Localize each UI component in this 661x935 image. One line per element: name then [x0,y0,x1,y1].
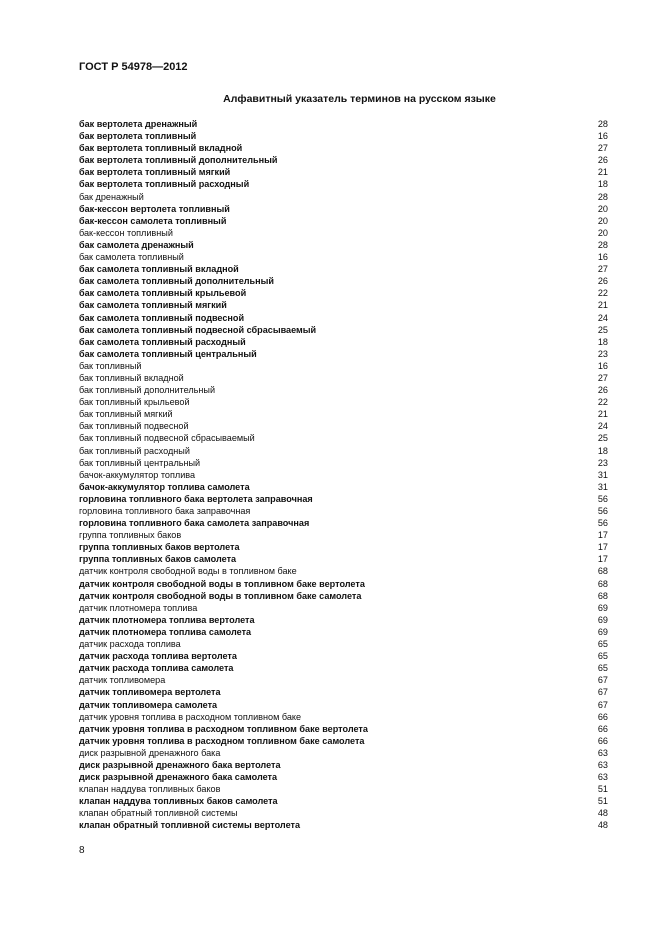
index-entry-term: бак-кессон самолета топливный [79,215,227,226]
index-entry-term: бак топливный подвесной сбрасываемый [79,433,255,444]
index-entry-term: бак-кессон вертолета топливный [79,203,230,214]
page-number: 8 [79,845,85,856]
index-entry-term: датчик расхода топлива [79,639,181,650]
index-entry-term: горловина топливного бака заправочная [79,506,251,516]
index-entry-page: 63 [597,772,608,783]
index-entry [79,178,608,190]
index-entry-page: 18 [597,179,608,190]
index-entry [79,493,608,505]
index-entry [79,662,608,674]
index-entry-page: 51 [597,796,608,807]
index-entry-page: 67 [597,699,608,710]
index-entry [79,203,608,215]
index-entry-term: бак самолета топливный [79,252,184,263]
index-entry-page: 48 [597,820,608,831]
index-entry [79,614,608,626]
index-entry-page: 17 [597,530,608,541]
index-entry-term: датчик топливомера вертолета [79,687,221,698]
index-entry-term: бак топливный подвесной [79,421,189,432]
index-entry-term: бак топливный центральный [79,457,201,468]
index-entry-term: бак вертолета топливный мягкий [79,167,231,178]
index-entry [79,287,608,299]
index-entry [79,819,608,831]
index-entry [79,118,608,130]
index-entries [79,118,608,832]
index-entry [79,142,608,154]
index-entry [79,747,608,759]
index-entry [79,711,608,723]
index-entry [79,396,608,408]
index-entry-term: бак самолета топливный подвесной [79,312,245,323]
index-entry-page: 31 [597,481,608,492]
index-entry-term: клапан обратный топливной системы [79,808,238,819]
index-entry-page: 63 [597,759,608,770]
index-entry-term: горловина топливного бака самолета заправочная [79,518,310,529]
index-entry [79,626,608,638]
index-entry-page: 65 [597,651,608,662]
index-entry-term: группа топливных баков вертолета [79,542,240,553]
index-entry [79,505,608,517]
index-entry-term: клапан наддува топливных баков [79,784,221,795]
index-entry [79,420,608,432]
index-entry [79,578,608,590]
index-entry [79,324,608,336]
index-entry [79,795,608,807]
index-entry-term: бак вертолета топливный расходный [79,179,250,190]
index-entry [79,481,608,493]
index-entry-term: бак вертолета топливный [79,131,197,142]
index-entry-term: датчик плотномера топлива [79,602,198,613]
index-title [0,93,661,105]
index-entry [79,771,608,783]
index-entry-page: 27 [597,264,608,275]
index-entry [79,130,608,142]
index-entry [79,227,608,239]
index-entry [79,251,608,263]
index-entry-page: 28 [597,119,608,129]
index-entry-term: бак вертолета топливный дополнительный [79,155,278,166]
index-entry [79,384,608,396]
index-entry [79,166,608,178]
index-entry-page: 31 [597,469,608,480]
index-entry [79,275,608,287]
index-entry-page: 66 [597,735,608,746]
index-entry-page: 21 [597,409,608,420]
index-entry [79,348,608,360]
index-entry [79,263,608,275]
index-entry-page: 20 [597,215,608,226]
index-entry-term: датчик топливомера самолета [79,699,218,710]
index-entry-page: 22 [597,288,608,299]
index-entry [79,650,608,662]
index-title-text: Алфавитный указатель терминов на русском языке [223,93,496,105]
index-entry-term: датчик топливомера [79,675,166,686]
index-entry-page: 68 [597,590,608,601]
index-entry [79,686,608,698]
index-entry [79,469,608,481]
index-entry-page: 20 [597,227,608,238]
index-entry [79,215,608,227]
index-entry-page: 69 [597,602,608,613]
index-entry [79,191,608,203]
index-entry-term: датчик уровня топлива в расходном топливном баке [79,711,302,722]
index-entry-term: диск разрывной дренажного бака самолета [79,772,278,783]
index-entry [79,312,608,324]
index-entry-page: 23 [597,457,608,468]
index-entry-term: бак самолета топливный центральный [79,348,257,359]
index-entry-page: 16 [597,252,608,263]
index-entry-term: бачок-аккумулятор топлива [79,469,196,480]
index-entry-page: 56 [597,493,608,504]
index-entry [79,565,608,577]
index-entry [79,638,608,650]
index-entry-page: 16 [597,131,608,142]
index-entry-term: датчик уровня топлива в расходном топливном баке вертолета [79,723,368,734]
index-entry-term: бак топливный вкладной [79,372,184,383]
index-entry-term: диск разрывной дренажного бака вертолета [79,759,281,770]
index-entry-term: датчик расхода топлива самолета [79,663,234,674]
index-entry-page: 27 [597,372,608,383]
index-entry-page: 66 [597,711,608,722]
index-entry-page: 28 [597,191,608,202]
index-entry-term: диск разрывной дренажного бака [79,747,221,758]
index-entry-term: бак вертолета дренажный [79,119,198,129]
index-entry-page: 66 [597,723,608,734]
index-entry-term: клапан обратный топливной системы вертолета [79,820,301,831]
index-entry-page: 23 [597,348,608,359]
index-entry-term: горловина топливного бака вертолета заправочная [79,493,313,504]
index-entry [79,529,608,541]
index-entry-term: датчик плотномера топлива самолета [79,626,252,637]
index-entry-term: бак дренажный [79,191,144,202]
index-entry-term: бак вертолета топливный вкладной [79,143,243,154]
index-entry [79,541,608,553]
index-entry-page: 68 [597,578,608,589]
index-entry [79,457,608,469]
index-entry-term: бак самолета топливный дополнительный [79,276,274,287]
index-entry [79,783,608,795]
index-entry-page: 25 [597,324,608,335]
index-entry [79,674,608,686]
index-entry-term: бак самолета топливный мягкий [79,300,227,311]
index-entry [79,336,608,348]
index-entry-page: 67 [597,675,608,686]
index-entry-term: датчик уровня топлива в расходном топливном баке самолета [79,735,365,746]
index-entry-page: 16 [597,360,608,371]
index-entry-page: 24 [597,312,608,323]
index-entry [79,735,608,747]
index-entry-term: бак самолета топливный крыльевой [79,288,247,299]
index-entry [79,154,608,166]
index-entry-page: 56 [597,506,608,516]
index-entry-page: 24 [597,421,608,432]
index-entry [79,372,608,384]
index-entry-page: 51 [597,784,608,795]
index-entry-page: 21 [597,300,608,311]
index-entry-page: 25 [597,433,608,444]
index-entry [79,299,608,311]
index-entry [79,602,608,614]
index-entry-term: датчик контроля свободной воды в топливном баке [79,566,297,577]
index-entry [79,445,608,457]
index-entry-term: бак самолета дренажный [79,239,194,250]
document-code: ГОСТ Р 54978—2012 [79,61,188,73]
index-entry-page: 67 [597,687,608,698]
index-entry-page: 69 [597,626,608,637]
index-entry [79,807,608,819]
index-entry-page: 28 [597,239,608,250]
index-entry-term: бачок-аккумулятор топлива самолета [79,481,250,492]
index-entry [79,360,608,372]
index-entry-page: 26 [597,155,608,166]
index-entry-term: датчик контроля свободной воды в топливном баке самолета [79,590,362,601]
index-entry-page: 48 [597,808,608,819]
index-entry-page: 18 [597,336,608,347]
index-entry-page: 27 [597,143,608,154]
index-entry-page: 21 [597,167,608,178]
index-entry [79,408,608,420]
index-entry-term: датчик плотномера топлива вертолета [79,614,255,625]
index-entry-term: группа топливных баков [79,530,182,541]
index-entry-term: клапан наддува топливных баков самолета [79,796,278,807]
index-entry [79,699,608,711]
index-entry-term: датчик контроля свободной воды в топливном баке вертолета [79,578,365,589]
index-entry-page: 18 [597,445,608,456]
index-entry-page: 20 [597,203,608,214]
index-entry-term: группа топливных баков самолета [79,554,237,565]
index-entry-term: бак топливный дополнительный [79,385,216,396]
index-entry-page: 17 [597,542,608,553]
index-entry-term: бак топливный крыльевой [79,397,190,408]
index-entry [79,239,608,251]
index-entry-term: датчик расхода топлива вертолета [79,651,237,662]
index-entry-page: 26 [597,276,608,287]
index-entry [79,759,608,771]
index-entry-page: 56 [597,518,608,529]
index-entry-page: 22 [597,397,608,408]
index-entry-page: 17 [597,554,608,565]
index-entry-page: 26 [597,385,608,396]
index-entry-page: 69 [597,614,608,625]
index-entry-term: бак-кессон топливный [79,227,173,238]
index-entry [79,723,608,735]
index-entry-term: бак самолета топливный вкладной [79,264,239,275]
index-entry-page: 65 [597,663,608,674]
index-entry [79,553,608,565]
index-entry-term: бак самолета топливный подвесной сбрасываемый [79,324,317,335]
index-entry-term: бак топливный расходный [79,445,190,456]
index-entry-term: бак топливный мягкий [79,409,173,420]
index-entry-page: 63 [597,747,608,758]
index-entry-term: бак топливный [79,360,142,371]
index-entry-page: 65 [597,639,608,650]
index-entry [79,432,608,444]
index-entry [79,590,608,602]
index-entry-page: 68 [597,566,608,577]
index-entry [79,517,608,529]
index-entry-term: бак самолета топливный расходный [79,336,246,347]
